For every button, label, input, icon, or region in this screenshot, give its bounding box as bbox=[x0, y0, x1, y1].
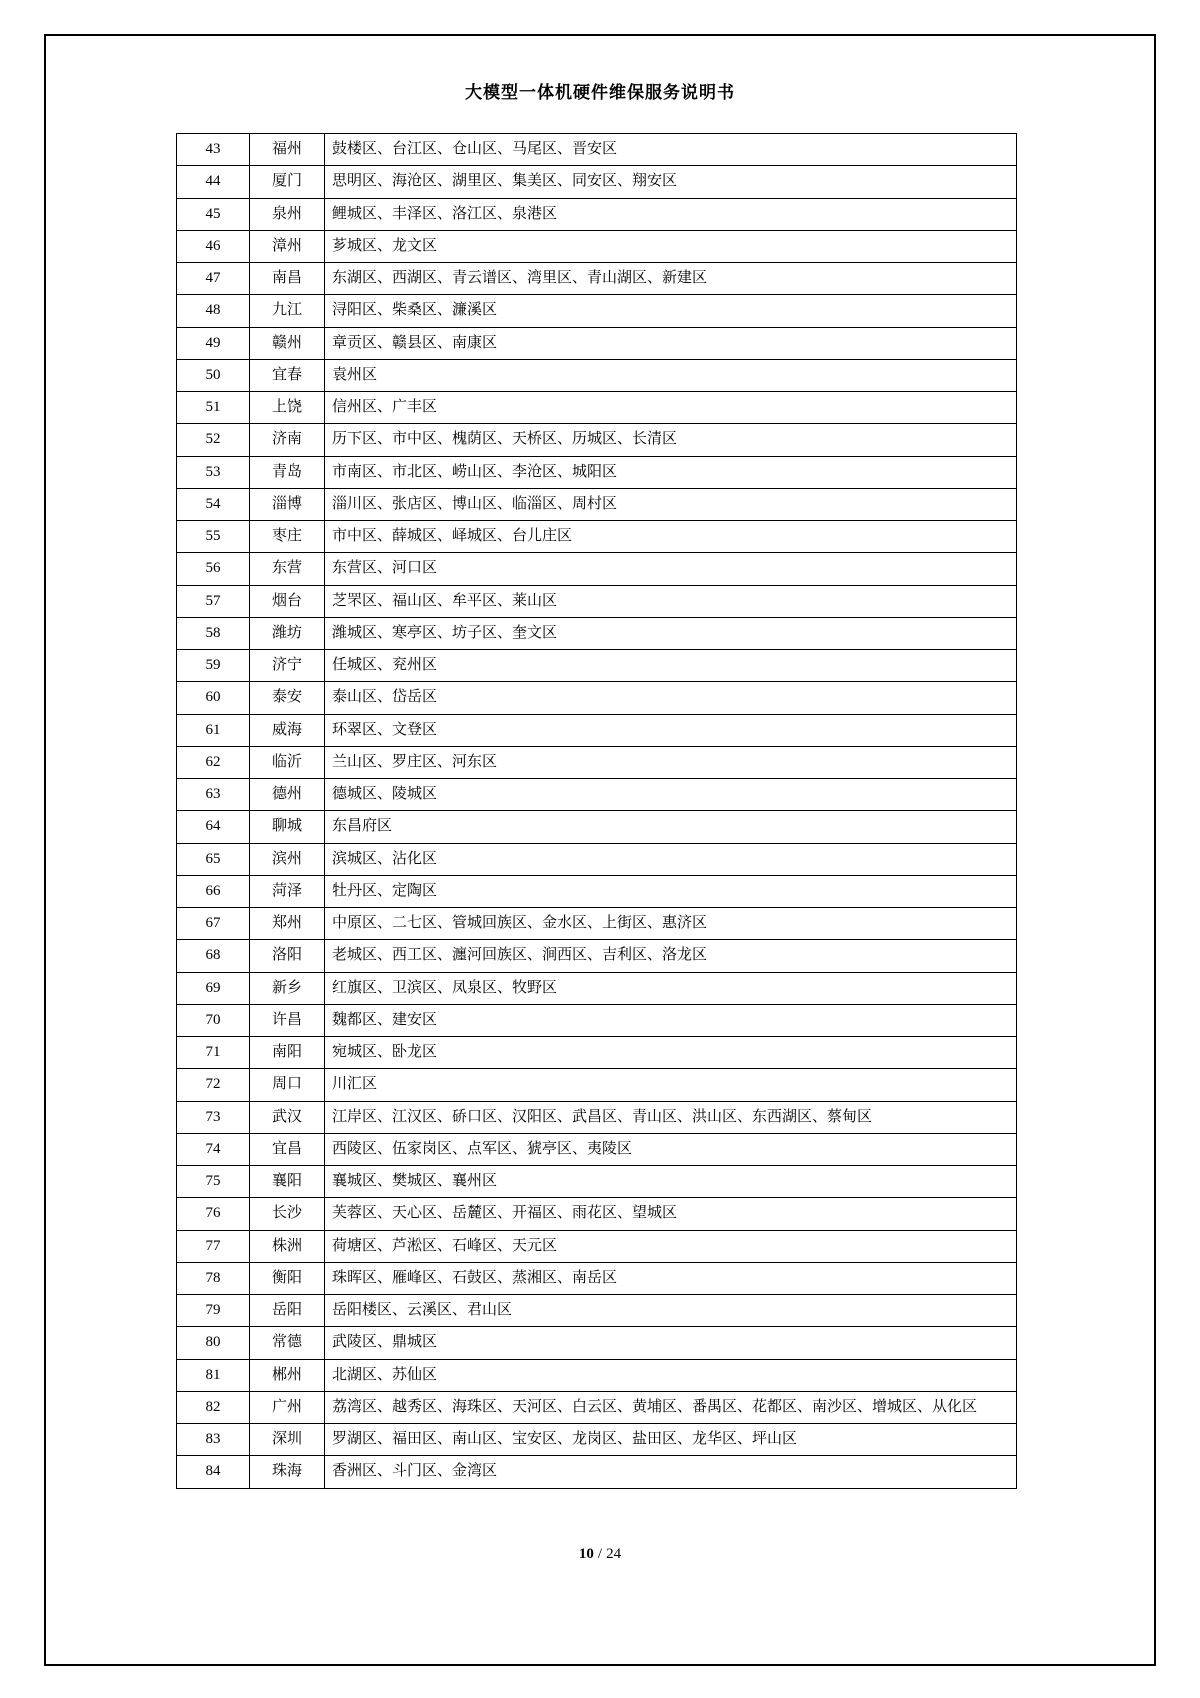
page-footer bbox=[0, 1546, 1200, 1563]
row-districts: 江岸区、江汉区、硚口区、汉阳区、武昌区、青山区、洪山区、东西湖区、蔡甸区 bbox=[325, 1101, 1017, 1133]
table-row bbox=[177, 843, 1017, 875]
row-districts: 牡丹区、定陶区 bbox=[325, 875, 1017, 907]
row-city: 福州 bbox=[250, 134, 325, 166]
row-districts: 东湖区、西湖区、青云谱区、湾里区、青山湖区、新建区 bbox=[325, 263, 1017, 295]
row-city: 九江 bbox=[250, 295, 325, 327]
table-row bbox=[177, 230, 1017, 262]
row-districts: 滨城区、沾化区 bbox=[325, 843, 1017, 875]
row-index: 81 bbox=[177, 1359, 250, 1391]
row-city: 潍坊 bbox=[250, 617, 325, 649]
row-districts: 泰山区、岱岳区 bbox=[325, 682, 1017, 714]
row-city: 宜春 bbox=[250, 359, 325, 391]
row-city: 临沂 bbox=[250, 746, 325, 778]
row-city: 滨州 bbox=[250, 843, 325, 875]
row-districts: 历下区、市中区、槐荫区、天桥区、历城区、长清区 bbox=[325, 424, 1017, 456]
table-row bbox=[177, 779, 1017, 811]
table-row bbox=[177, 392, 1017, 424]
row-districts: 芙蓉区、天心区、岳麓区、开福区、雨花区、望城区 bbox=[325, 1198, 1017, 1230]
table-row bbox=[177, 908, 1017, 940]
row-index: 44 bbox=[177, 166, 250, 198]
row-districts: 东营区、河口区 bbox=[325, 553, 1017, 585]
row-index: 82 bbox=[177, 1391, 250, 1423]
row-districts: 西陵区、伍家岗区、点军区、猇亭区、夷陵区 bbox=[325, 1133, 1017, 1165]
row-city: 深圳 bbox=[250, 1424, 325, 1456]
page-header: 大模型一体机硬件维保服务说明书 bbox=[465, 83, 735, 102]
row-city: 许昌 bbox=[250, 1004, 325, 1036]
row-index: 45 bbox=[177, 198, 250, 230]
row-districts: 芗城区、龙文区 bbox=[325, 230, 1017, 262]
row-districts: 川汇区 bbox=[325, 1069, 1017, 1101]
row-index: 79 bbox=[177, 1295, 250, 1327]
table-row bbox=[177, 1069, 1017, 1101]
footer-current-page: 10 bbox=[578, 1546, 594, 1562]
row-city: 厦门 bbox=[250, 166, 325, 198]
page-content bbox=[176, 133, 978, 1489]
row-districts: 芝罘区、福山区、牟平区、莱山区 bbox=[325, 585, 1017, 617]
table-row bbox=[177, 359, 1017, 391]
table-row bbox=[177, 746, 1017, 778]
row-city: 济宁 bbox=[250, 650, 325, 682]
row-city: 赣州 bbox=[250, 327, 325, 359]
table-row bbox=[177, 521, 1017, 553]
row-districts: 潍城区、寒亭区、坊子区、奎文区 bbox=[325, 617, 1017, 649]
row-city: 珠海 bbox=[250, 1456, 325, 1488]
row-districts: 袁州区 bbox=[325, 359, 1017, 391]
row-city: 郴州 bbox=[250, 1359, 325, 1391]
row-index: 67 bbox=[177, 908, 250, 940]
table-row bbox=[177, 682, 1017, 714]
row-districts: 浔阳区、柴桑区、濂溪区 bbox=[325, 295, 1017, 327]
table-row bbox=[177, 650, 1017, 682]
row-city: 泉州 bbox=[250, 198, 325, 230]
row-districts: 市中区、薛城区、峄城区、台儿庄区 bbox=[325, 521, 1017, 553]
row-index: 57 bbox=[177, 585, 250, 617]
table-row bbox=[177, 1166, 1017, 1198]
row-districts: 东昌府区 bbox=[325, 811, 1017, 843]
table-row bbox=[177, 1424, 1017, 1456]
row-index: 78 bbox=[177, 1262, 250, 1294]
row-districts: 武陵区、鼎城区 bbox=[325, 1327, 1017, 1359]
table-row bbox=[177, 263, 1017, 295]
table-row bbox=[177, 1359, 1017, 1391]
row-city: 新乡 bbox=[250, 972, 325, 1004]
row-districts: 兰山区、罗庄区、河东区 bbox=[325, 746, 1017, 778]
table-row bbox=[177, 1198, 1017, 1230]
table-row bbox=[177, 972, 1017, 1004]
row-city: 广州 bbox=[250, 1391, 325, 1423]
table-row bbox=[177, 617, 1017, 649]
row-districts: 淄川区、张店区、博山区、临淄区、周村区 bbox=[325, 488, 1017, 520]
row-districts: 章贡区、赣县区、南康区 bbox=[325, 327, 1017, 359]
row-districts: 宛城区、卧龙区 bbox=[325, 1037, 1017, 1069]
row-districts: 鼓楼区、台江区、仓山区、马尾区、晋安区 bbox=[325, 134, 1017, 166]
row-index: 70 bbox=[177, 1004, 250, 1036]
row-index: 73 bbox=[177, 1101, 250, 1133]
row-city: 襄阳 bbox=[250, 1166, 325, 1198]
table-row bbox=[177, 488, 1017, 520]
row-city: 洛阳 bbox=[250, 940, 325, 972]
row-city: 上饶 bbox=[250, 392, 325, 424]
row-index: 76 bbox=[177, 1198, 250, 1230]
table-row bbox=[177, 811, 1017, 843]
footer-separator: / bbox=[597, 1546, 603, 1562]
table-row bbox=[177, 134, 1017, 166]
row-districts: 北湖区、苏仙区 bbox=[325, 1359, 1017, 1391]
row-index: 58 bbox=[177, 617, 250, 649]
row-index: 51 bbox=[177, 392, 250, 424]
row-index: 60 bbox=[177, 682, 250, 714]
row-districts: 香洲区、斗门区、金湾区 bbox=[325, 1456, 1017, 1488]
row-city: 南阳 bbox=[250, 1037, 325, 1069]
row-index: 52 bbox=[177, 424, 250, 456]
row-index: 50 bbox=[177, 359, 250, 391]
row-city: 衡阳 bbox=[250, 1262, 325, 1294]
table-row bbox=[177, 1295, 1017, 1327]
row-city: 德州 bbox=[250, 779, 325, 811]
row-districts: 红旗区、卫滨区、凤泉区、牧野区 bbox=[325, 972, 1017, 1004]
table-row bbox=[177, 1327, 1017, 1359]
row-index: 56 bbox=[177, 553, 250, 585]
row-city: 菏泽 bbox=[250, 875, 325, 907]
row-districts: 荷塘区、芦淞区、石峰区、天元区 bbox=[325, 1230, 1017, 1262]
row-index: 69 bbox=[177, 972, 250, 1004]
row-index: 63 bbox=[177, 779, 250, 811]
row-index: 80 bbox=[177, 1327, 250, 1359]
row-index: 84 bbox=[177, 1456, 250, 1488]
table-row bbox=[177, 1037, 1017, 1069]
table-row bbox=[177, 714, 1017, 746]
row-city: 南昌 bbox=[250, 263, 325, 295]
row-index: 43 bbox=[177, 134, 250, 166]
table-row bbox=[177, 327, 1017, 359]
row-districts: 环翠区、文登区 bbox=[325, 714, 1017, 746]
row-city: 枣庄 bbox=[250, 521, 325, 553]
row-districts: 老城区、西工区、瀍河回族区、涧西区、吉利区、洛龙区 bbox=[325, 940, 1017, 972]
row-city: 济南 bbox=[250, 424, 325, 456]
row-index: 66 bbox=[177, 875, 250, 907]
row-index: 48 bbox=[177, 295, 250, 327]
row-city: 泰安 bbox=[250, 682, 325, 714]
table-row bbox=[177, 585, 1017, 617]
row-index: 72 bbox=[177, 1069, 250, 1101]
table-row bbox=[177, 1391, 1017, 1423]
table-row bbox=[177, 1262, 1017, 1294]
row-city: 烟台 bbox=[250, 585, 325, 617]
row-index: 83 bbox=[177, 1424, 250, 1456]
table-body bbox=[177, 134, 1017, 1489]
table-row bbox=[177, 295, 1017, 327]
row-city: 长沙 bbox=[250, 1198, 325, 1230]
row-city: 常德 bbox=[250, 1327, 325, 1359]
table-row bbox=[177, 553, 1017, 585]
row-districts: 魏都区、建安区 bbox=[325, 1004, 1017, 1036]
table-row bbox=[177, 1004, 1017, 1036]
row-districts: 任城区、兖州区 bbox=[325, 650, 1017, 682]
row-districts: 中原区、二七区、管城回族区、金水区、上街区、惠济区 bbox=[325, 908, 1017, 940]
row-index: 62 bbox=[177, 746, 250, 778]
row-city: 漳州 bbox=[250, 230, 325, 262]
table-row bbox=[177, 1456, 1017, 1488]
service-coverage-table bbox=[176, 133, 1017, 1489]
table-row bbox=[177, 198, 1017, 230]
row-city: 郑州 bbox=[250, 908, 325, 940]
row-index: 59 bbox=[177, 650, 250, 682]
row-city: 青岛 bbox=[250, 456, 325, 488]
row-districts: 襄城区、樊城区、襄州区 bbox=[325, 1166, 1017, 1198]
row-index: 64 bbox=[177, 811, 250, 843]
row-districts: 思明区、海沧区、湖里区、集美区、同安区、翔安区 bbox=[325, 166, 1017, 198]
row-index: 75 bbox=[177, 1166, 250, 1198]
row-city: 聊城 bbox=[250, 811, 325, 843]
row-index: 55 bbox=[177, 521, 250, 553]
table-row bbox=[177, 424, 1017, 456]
row-index: 74 bbox=[177, 1133, 250, 1165]
footer-total-pages: 24 bbox=[606, 1546, 622, 1562]
row-city: 宜昌 bbox=[250, 1133, 325, 1165]
row-index: 47 bbox=[177, 263, 250, 295]
row-city: 武汉 bbox=[250, 1101, 325, 1133]
table-row bbox=[177, 875, 1017, 907]
row-index: 71 bbox=[177, 1037, 250, 1069]
row-index: 54 bbox=[177, 488, 250, 520]
row-index: 49 bbox=[177, 327, 250, 359]
row-city: 周口 bbox=[250, 1069, 325, 1101]
row-city: 岳阳 bbox=[250, 1295, 325, 1327]
row-index: 53 bbox=[177, 456, 250, 488]
row-city: 东营 bbox=[250, 553, 325, 585]
row-districts: 罗湖区、福田区、南山区、宝安区、龙岗区、盐田区、龙华区、坪山区 bbox=[325, 1424, 1017, 1456]
row-districts: 市南区、市北区、崂山区、李沧区、城阳区 bbox=[325, 456, 1017, 488]
row-index: 61 bbox=[177, 714, 250, 746]
row-districts: 珠晖区、雁峰区、石鼓区、蒸湘区、南岳区 bbox=[325, 1262, 1017, 1294]
row-districts: 岳阳楼区、云溪区、君山区 bbox=[325, 1295, 1017, 1327]
table-row bbox=[177, 1230, 1017, 1262]
table-row bbox=[177, 166, 1017, 198]
row-city: 威海 bbox=[250, 714, 325, 746]
row-city: 株洲 bbox=[250, 1230, 325, 1262]
table-row bbox=[177, 456, 1017, 488]
row-index: 77 bbox=[177, 1230, 250, 1262]
row-city: 淄博 bbox=[250, 488, 325, 520]
row-districts: 鲤城区、丰泽区、洛江区、泉港区 bbox=[325, 198, 1017, 230]
row-index: 65 bbox=[177, 843, 250, 875]
row-index: 46 bbox=[177, 230, 250, 262]
row-districts: 荔湾区、越秀区、海珠区、天河区、白云区、黄埔区、番禺区、花都区、南沙区、增城区、从化区 bbox=[325, 1391, 1017, 1423]
row-districts: 信州区、广丰区 bbox=[325, 392, 1017, 424]
table-row bbox=[177, 1101, 1017, 1133]
row-index: 68 bbox=[177, 940, 250, 972]
table-row bbox=[177, 1133, 1017, 1165]
row-districts: 德城区、陵城区 bbox=[325, 779, 1017, 811]
table-row bbox=[177, 940, 1017, 972]
